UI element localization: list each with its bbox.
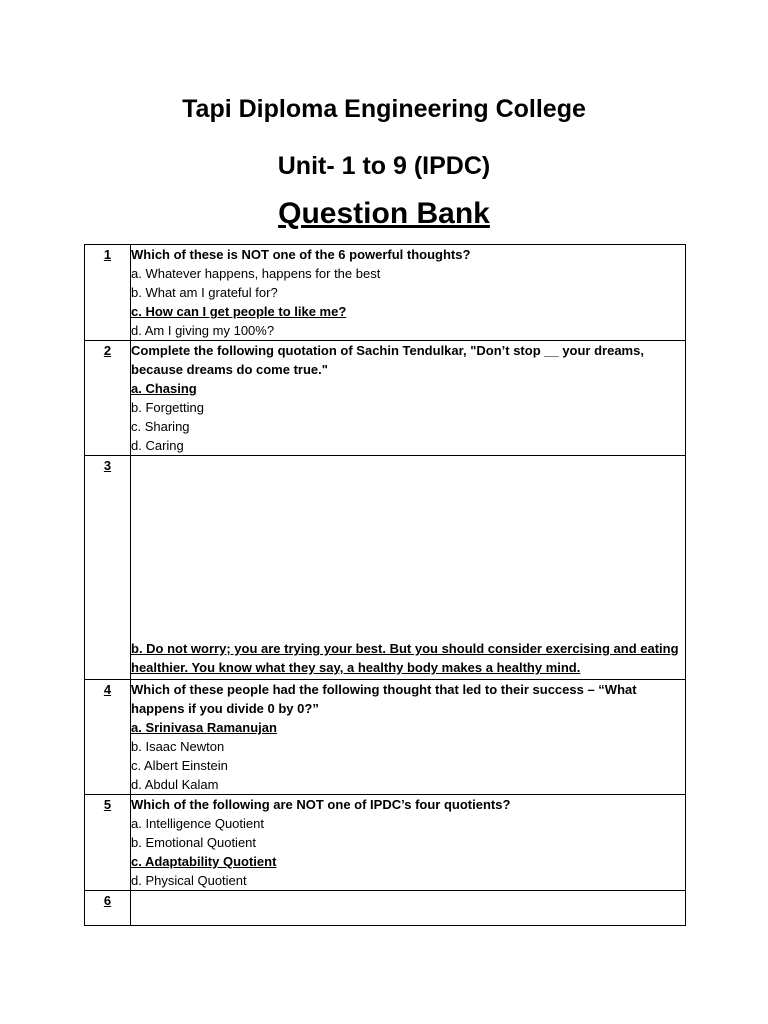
page-title: Question Bank (278, 197, 490, 230)
question-cell (131, 245, 686, 341)
question-cell (131, 891, 686, 926)
option-d: d. Caring (131, 438, 184, 453)
question-text: Which of the following are NOT one of IPDC’s four quotients? (131, 797, 511, 812)
question-text: Complete the following quotation of Sachin Tendulkar, "Don’t stop __ your dreams, because dreams do come true." (131, 343, 644, 377)
option-b: b. Isaac Newton (131, 739, 225, 754)
question-cell (131, 795, 686, 891)
correct-option: c. How can I get people to like me? (131, 304, 347, 319)
correct-option: c. Adaptability Quotient (131, 854, 277, 869)
correct-option: b. Do not worry; you are trying your best. But you should consider exercising and eating healthier. You know what they say, a healthy body makes a healthy mind. (131, 641, 679, 675)
question-number: 1 (85, 245, 131, 341)
question-row-6 (85, 891, 686, 926)
college-name: Tapi Diploma Engineering College (182, 95, 586, 123)
question-cell (131, 341, 686, 456)
option-a: a. Whatever happens, happens for the best (131, 266, 381, 281)
unit-title: Unit- 1 to 9 (IPDC) (277, 152, 491, 180)
question-row-5 (85, 795, 686, 891)
question-text: Which of these is NOT one of the 6 powerful thoughts? (131, 247, 471, 262)
question-cell (131, 456, 686, 680)
option-b: b. Forgetting (131, 400, 204, 415)
option-d: d. Abdul Kalam (131, 777, 219, 792)
question-number: 4 (85, 680, 131, 795)
question-row-3 (85, 456, 686, 680)
question-text: Which of these people had the following thought that led to their success – “What happens if you divide 0 by 0?” (131, 682, 637, 716)
question-cell (131, 680, 686, 795)
option-c: c. Albert Einstein (131, 758, 228, 773)
question-number: 3 (85, 456, 131, 680)
question-number: 6 (85, 891, 131, 926)
question-number: 2 (85, 341, 131, 456)
correct-option: a. Srinivasa Ramanujan (131, 720, 277, 735)
question-row-2 (85, 341, 686, 456)
question-number: 5 (85, 795, 131, 891)
question-row-4 (85, 680, 686, 795)
option-d: d. Am I giving my 100%? (131, 323, 275, 338)
option-b: b. What am I grateful for? (131, 285, 278, 300)
question-table (84, 244, 686, 926)
option-a: a. Intelligence Quotient (131, 816, 264, 831)
correct-option: a. Chasing (131, 381, 197, 396)
option-b: b. Emotional Quotient (131, 835, 257, 850)
option-d: d. Physical Quotient (131, 873, 247, 888)
option-c: c. Sharing (131, 419, 190, 434)
question-row-1 (85, 245, 686, 341)
